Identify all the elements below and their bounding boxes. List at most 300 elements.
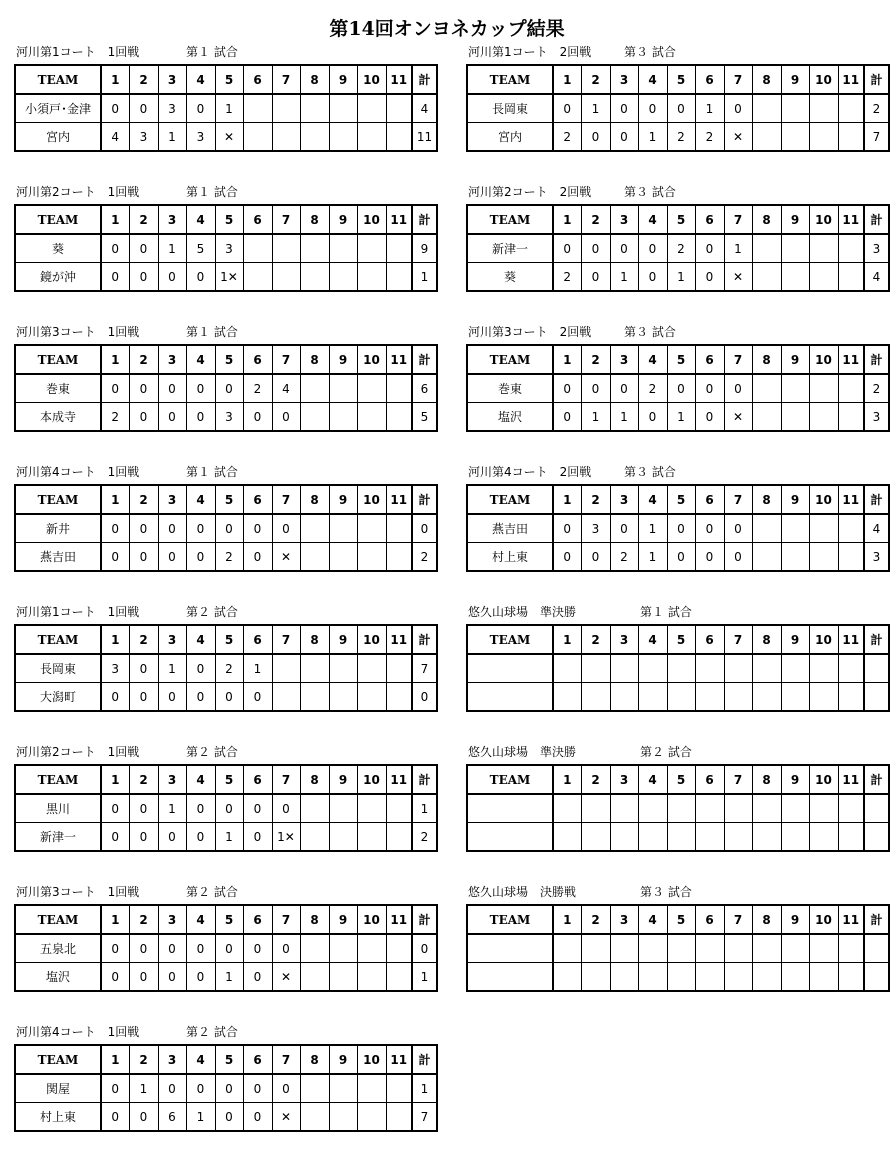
inning-score-cell bbox=[724, 963, 752, 992]
inning-score-cell: 0 bbox=[667, 94, 695, 123]
game-header bbox=[466, 323, 890, 341]
score-table bbox=[14, 624, 438, 712]
inning-header: 9 bbox=[329, 1045, 357, 1074]
inning-score-cell: 3 bbox=[101, 654, 129, 683]
inning-score-cell: 1 bbox=[158, 234, 186, 263]
team-name-cell: 村上東 bbox=[467, 543, 553, 572]
inning-header: 4 bbox=[186, 345, 215, 374]
inning-header: 6 bbox=[695, 485, 724, 514]
inning-score-cell bbox=[667, 823, 695, 852]
team-name-cell: 本成寺 bbox=[15, 403, 101, 432]
inning-header: 5 bbox=[667, 345, 695, 374]
inning-header: 3 bbox=[610, 205, 638, 234]
team-header: TEAM bbox=[15, 205, 101, 234]
inning-score-cell: 0 bbox=[724, 374, 752, 403]
inning-header: 1 bbox=[553, 345, 581, 374]
total-score-cell: 1 bbox=[412, 1074, 437, 1103]
inning-score-cell bbox=[809, 823, 838, 852]
table-row bbox=[15, 794, 437, 823]
team-header: TEAM bbox=[467, 905, 553, 934]
score-table bbox=[14, 904, 438, 992]
inning-score-cell: 0 bbox=[243, 794, 272, 823]
inning-score-cell bbox=[809, 934, 838, 963]
game-block bbox=[14, 463, 438, 572]
inning-score-cell bbox=[695, 654, 724, 683]
inning-header: 6 bbox=[243, 345, 272, 374]
table-row bbox=[467, 514, 889, 543]
table-row bbox=[15, 123, 437, 152]
inning-score-cell: 1 bbox=[215, 94, 243, 123]
inning-score-cell: 0 bbox=[158, 934, 186, 963]
inning-score-cell: 0 bbox=[610, 94, 638, 123]
inning-header: 6 bbox=[243, 765, 272, 794]
table-row bbox=[467, 234, 889, 263]
inning-score-cell bbox=[357, 514, 386, 543]
inning-score-cell bbox=[386, 683, 412, 712]
inning-score-cell bbox=[300, 934, 329, 963]
inning-header: 11 bbox=[838, 65, 864, 94]
total-score-cell: 4 bbox=[864, 514, 889, 543]
team-name-cell: 巻東 bbox=[15, 374, 101, 403]
inning-header: 4 bbox=[638, 345, 667, 374]
inning-score-cell bbox=[638, 654, 667, 683]
court-round-label: 河川第3コート 2回戦 bbox=[468, 325, 592, 339]
inning-score-cell: 2 bbox=[667, 234, 695, 263]
inning-score-cell bbox=[781, 963, 809, 992]
inning-score-cell: 1 bbox=[158, 794, 186, 823]
inning-score-cell: 0 bbox=[610, 514, 638, 543]
inning-header: 10 bbox=[357, 625, 386, 654]
game-number-label: 第３ 試合 bbox=[640, 885, 692, 899]
inning-header: 8 bbox=[752, 905, 781, 934]
inning-score-cell bbox=[781, 234, 809, 263]
inning-score-cell: 1 bbox=[695, 94, 724, 123]
inning-header: 1 bbox=[553, 485, 581, 514]
table-row bbox=[467, 94, 889, 123]
inning-header: 9 bbox=[329, 345, 357, 374]
game-number-label: 第３ 試合 bbox=[624, 45, 676, 59]
total-score-cell: 3 bbox=[864, 543, 889, 572]
game-number-label: 第２ 試合 bbox=[186, 745, 238, 759]
inning-score-cell: 0 bbox=[101, 934, 129, 963]
inning-score-cell: 0 bbox=[272, 794, 300, 823]
court-round-label: 河川第1コート 1回戦 bbox=[16, 605, 140, 619]
inning-score-cell: 0 bbox=[610, 234, 638, 263]
total-header: 計 bbox=[412, 65, 437, 94]
inning-score-cell: 0 bbox=[581, 263, 610, 292]
inning-score-cell bbox=[243, 234, 272, 263]
inning-score-cell bbox=[357, 1074, 386, 1103]
inning-score-cell bbox=[809, 794, 838, 823]
game-number-label: 第１ 試合 bbox=[186, 185, 238, 199]
team-header: TEAM bbox=[15, 345, 101, 374]
total-score-cell: 4 bbox=[864, 263, 889, 292]
inning-score-cell: 2 bbox=[215, 543, 243, 572]
inning-header: 9 bbox=[329, 905, 357, 934]
inning-score-cell bbox=[300, 263, 329, 292]
score-table bbox=[466, 204, 890, 292]
inning-header: 1 bbox=[101, 625, 129, 654]
inning-score-cell bbox=[724, 683, 752, 712]
inning-score-cell: 4 bbox=[272, 374, 300, 403]
table-row bbox=[15, 374, 437, 403]
inning-score-cell: 0 bbox=[553, 234, 581, 263]
inning-score-cell: 0 bbox=[215, 934, 243, 963]
inning-header: 2 bbox=[581, 205, 610, 234]
inning-header: 2 bbox=[129, 485, 158, 514]
total-score-cell: 0 bbox=[412, 934, 437, 963]
inning-header: 7 bbox=[272, 625, 300, 654]
inning-score-cell bbox=[781, 543, 809, 572]
inning-score-cell: 0 bbox=[186, 374, 215, 403]
inning-score-cell bbox=[300, 514, 329, 543]
inning-score-cell: ✕ bbox=[272, 1103, 300, 1132]
inning-header: 8 bbox=[300, 765, 329, 794]
inning-score-cell bbox=[357, 234, 386, 263]
inning-header: 4 bbox=[186, 905, 215, 934]
inning-header: 8 bbox=[300, 1045, 329, 1074]
inning-score-cell bbox=[809, 263, 838, 292]
inning-score-cell: 2 bbox=[101, 403, 129, 432]
inning-score-cell bbox=[610, 794, 638, 823]
table-row bbox=[467, 823, 889, 852]
inning-score-cell: 0 bbox=[581, 543, 610, 572]
court-round-label: 河川第1コート 2回戦 bbox=[468, 45, 592, 59]
team-name-cell: 燕吉田 bbox=[467, 514, 553, 543]
inning-score-cell bbox=[838, 123, 864, 152]
score-table bbox=[14, 204, 438, 292]
inning-score-cell bbox=[695, 683, 724, 712]
inning-score-cell: 0 bbox=[186, 654, 215, 683]
inning-score-cell bbox=[809, 403, 838, 432]
inning-header: 7 bbox=[724, 905, 752, 934]
inning-header: 10 bbox=[357, 765, 386, 794]
inning-score-cell bbox=[243, 123, 272, 152]
inning-score-cell: 0 bbox=[553, 514, 581, 543]
inning-score-cell bbox=[357, 403, 386, 432]
inning-score-cell bbox=[553, 963, 581, 992]
inning-score-cell: 0 bbox=[158, 403, 186, 432]
inning-score-cell bbox=[781, 263, 809, 292]
inning-header: 4 bbox=[186, 65, 215, 94]
inning-score-cell: 0 bbox=[129, 934, 158, 963]
inning-header: 9 bbox=[329, 65, 357, 94]
inning-score-cell: 0 bbox=[581, 374, 610, 403]
inning-header: 11 bbox=[838, 485, 864, 514]
inning-header: 9 bbox=[781, 765, 809, 794]
game-number-label: 第１ 試合 bbox=[186, 465, 238, 479]
inning-score-cell: 0 bbox=[581, 123, 610, 152]
inning-score-cell bbox=[581, 934, 610, 963]
team-name-cell: 村上東 bbox=[15, 1103, 101, 1132]
inning-score-cell bbox=[809, 654, 838, 683]
inning-header: 3 bbox=[158, 205, 186, 234]
team-name-cell: 塩沢 bbox=[15, 963, 101, 992]
team-header: TEAM bbox=[15, 765, 101, 794]
inning-score-cell: 0 bbox=[215, 683, 243, 712]
inning-score-cell: 1 bbox=[638, 514, 667, 543]
court-round-label: 悠久山球場 準決勝 bbox=[468, 745, 577, 759]
game-number-label: 第１ 試合 bbox=[186, 325, 238, 339]
inning-score-cell bbox=[838, 543, 864, 572]
inning-score-cell: 0 bbox=[724, 543, 752, 572]
inning-header: 1 bbox=[553, 765, 581, 794]
total-score-cell: 2 bbox=[864, 374, 889, 403]
inning-header: 7 bbox=[272, 905, 300, 934]
inning-score-cell: 0 bbox=[129, 1103, 158, 1132]
table-row bbox=[15, 1074, 437, 1103]
team-name-cell: 長岡東 bbox=[15, 654, 101, 683]
inning-score-cell bbox=[357, 263, 386, 292]
table-row bbox=[467, 934, 889, 963]
total-score-cell: 7 bbox=[864, 123, 889, 152]
total-score-cell: 0 bbox=[412, 514, 437, 543]
inning-score-cell: 3 bbox=[581, 514, 610, 543]
inning-score-cell bbox=[300, 794, 329, 823]
inning-header: 9 bbox=[781, 65, 809, 94]
inning-header: 4 bbox=[186, 1045, 215, 1074]
inning-score-cell: 0 bbox=[101, 514, 129, 543]
inning-score-cell: 0 bbox=[243, 1074, 272, 1103]
game-header bbox=[14, 883, 438, 901]
inning-score-cell: 1 bbox=[638, 543, 667, 572]
inning-score-cell bbox=[329, 794, 357, 823]
game-header bbox=[466, 743, 890, 761]
team-name-cell: 宮内 bbox=[467, 123, 553, 152]
inning-header: 2 bbox=[581, 905, 610, 934]
inning-score-cell bbox=[695, 963, 724, 992]
table-row bbox=[467, 654, 889, 683]
table-row bbox=[15, 654, 437, 683]
inning-header: 6 bbox=[695, 65, 724, 94]
inning-score-cell: 2 bbox=[667, 123, 695, 152]
inning-header: 6 bbox=[243, 1045, 272, 1074]
team-header: TEAM bbox=[15, 485, 101, 514]
inning-header: 9 bbox=[781, 625, 809, 654]
inning-header: 4 bbox=[186, 765, 215, 794]
inning-score-cell bbox=[553, 794, 581, 823]
inning-header: 10 bbox=[809, 345, 838, 374]
total-score-cell bbox=[864, 963, 889, 992]
game-number-label: 第２ 試合 bbox=[186, 1025, 238, 1039]
inning-score-cell bbox=[581, 654, 610, 683]
inning-score-cell: 0 bbox=[129, 374, 158, 403]
inning-score-cell: 0 bbox=[101, 794, 129, 823]
inning-score-cell bbox=[272, 263, 300, 292]
inning-header: 11 bbox=[838, 765, 864, 794]
total-score-cell: 2 bbox=[412, 543, 437, 572]
inning-header: 6 bbox=[243, 905, 272, 934]
inning-header: 8 bbox=[300, 205, 329, 234]
inning-score-cell bbox=[300, 823, 329, 852]
table-row bbox=[15, 234, 437, 263]
inning-header: 10 bbox=[357, 905, 386, 934]
inning-header: 7 bbox=[724, 485, 752, 514]
inning-score-cell: 0 bbox=[667, 514, 695, 543]
inning-header: 11 bbox=[386, 485, 412, 514]
inning-score-cell bbox=[581, 794, 610, 823]
inning-score-cell: 0 bbox=[101, 234, 129, 263]
inning-score-cell bbox=[300, 543, 329, 572]
inning-score-cell: 0 bbox=[186, 683, 215, 712]
inning-score-cell: 0 bbox=[243, 1103, 272, 1132]
inning-score-cell: 0 bbox=[101, 683, 129, 712]
inning-header: 8 bbox=[752, 485, 781, 514]
inning-score-cell: 1 bbox=[158, 654, 186, 683]
inning-score-cell: 0 bbox=[101, 1074, 129, 1103]
inning-score-cell bbox=[329, 543, 357, 572]
score-table bbox=[14, 1044, 438, 1132]
inning-score-cell: 0 bbox=[158, 374, 186, 403]
inning-header: 5 bbox=[667, 905, 695, 934]
inning-score-cell: 0 bbox=[101, 963, 129, 992]
inning-score-cell: 0 bbox=[101, 1103, 129, 1132]
total-score-cell: 3 bbox=[864, 234, 889, 263]
score-table bbox=[466, 64, 890, 152]
inning-header: 9 bbox=[781, 485, 809, 514]
inning-header: 6 bbox=[695, 345, 724, 374]
inning-score-cell bbox=[329, 234, 357, 263]
game-number-label: 第２ 試合 bbox=[640, 745, 692, 759]
inning-score-cell bbox=[357, 934, 386, 963]
inning-header: 2 bbox=[129, 345, 158, 374]
total-score-cell bbox=[864, 823, 889, 852]
inning-score-cell: 0 bbox=[553, 94, 581, 123]
inning-header: 10 bbox=[809, 625, 838, 654]
inning-header: 3 bbox=[158, 345, 186, 374]
team-name-cell: 巻東 bbox=[467, 374, 553, 403]
inning-score-cell: 1 bbox=[667, 403, 695, 432]
inning-score-cell: 0 bbox=[667, 374, 695, 403]
inning-score-cell bbox=[329, 374, 357, 403]
inning-header: 8 bbox=[300, 345, 329, 374]
inning-header: 6 bbox=[243, 625, 272, 654]
inning-score-cell: ✕ bbox=[272, 963, 300, 992]
inning-header: 8 bbox=[752, 625, 781, 654]
inning-header: 5 bbox=[667, 65, 695, 94]
inning-score-cell bbox=[553, 654, 581, 683]
table-row bbox=[15, 543, 437, 572]
inning-header: 6 bbox=[695, 905, 724, 934]
inning-score-cell bbox=[752, 963, 781, 992]
inning-header: 7 bbox=[272, 765, 300, 794]
inning-header: 11 bbox=[838, 345, 864, 374]
inning-score-cell bbox=[581, 963, 610, 992]
inning-score-cell bbox=[781, 94, 809, 123]
inning-header: 11 bbox=[386, 625, 412, 654]
inning-score-cell: 0 bbox=[186, 543, 215, 572]
inning-score-cell bbox=[838, 403, 864, 432]
total-score-cell bbox=[864, 794, 889, 823]
game-block bbox=[14, 743, 438, 852]
inning-header: 9 bbox=[329, 485, 357, 514]
inning-score-cell: 0 bbox=[581, 234, 610, 263]
inning-header: 7 bbox=[272, 65, 300, 94]
inning-score-cell: 1 bbox=[610, 403, 638, 432]
game-header bbox=[466, 43, 890, 61]
inning-score-cell: 0 bbox=[129, 794, 158, 823]
court-round-label: 河川第2コート 1回戦 bbox=[16, 185, 140, 199]
inning-score-cell bbox=[329, 683, 357, 712]
inning-score-cell: 3 bbox=[186, 123, 215, 152]
team-name-cell: 長岡東 bbox=[467, 94, 553, 123]
inning-score-cell bbox=[300, 234, 329, 263]
team-name-cell bbox=[467, 963, 553, 992]
team-name-cell: 新津一 bbox=[467, 234, 553, 263]
game-block bbox=[466, 883, 890, 992]
total-score-cell: 1 bbox=[412, 963, 437, 992]
score-table bbox=[14, 764, 438, 852]
inning-score-cell bbox=[272, 94, 300, 123]
inning-header: 8 bbox=[300, 65, 329, 94]
inning-score-cell: 0 bbox=[101, 263, 129, 292]
total-score-cell: 1 bbox=[412, 794, 437, 823]
inning-score-cell: 0 bbox=[695, 263, 724, 292]
team-name-cell: 新津一 bbox=[15, 823, 101, 852]
inning-header: 6 bbox=[695, 765, 724, 794]
inning-score-cell bbox=[752, 794, 781, 823]
game-header bbox=[466, 183, 890, 201]
inning-score-cell: 0 bbox=[243, 543, 272, 572]
inning-header: 5 bbox=[667, 625, 695, 654]
inning-score-cell bbox=[838, 374, 864, 403]
inning-score-cell: 0 bbox=[215, 374, 243, 403]
table-row bbox=[15, 1103, 437, 1132]
inning-header: 5 bbox=[215, 205, 243, 234]
total-score-cell: 7 bbox=[412, 654, 437, 683]
game-block bbox=[14, 603, 438, 712]
inning-score-cell bbox=[838, 823, 864, 852]
court-round-label: 悠久山球場 決勝戦 bbox=[468, 885, 577, 899]
total-header: 計 bbox=[412, 485, 437, 514]
inning-score-cell bbox=[724, 794, 752, 823]
table-row bbox=[467, 403, 889, 432]
inning-score-cell bbox=[781, 654, 809, 683]
inning-score-cell bbox=[610, 963, 638, 992]
table-row bbox=[15, 683, 437, 712]
inning-header: 3 bbox=[158, 1045, 186, 1074]
inning-score-cell bbox=[329, 94, 357, 123]
inning-header: 10 bbox=[809, 905, 838, 934]
inning-header: 2 bbox=[581, 765, 610, 794]
inning-header: 4 bbox=[638, 205, 667, 234]
inning-score-cell bbox=[300, 654, 329, 683]
inning-score-cell bbox=[357, 543, 386, 572]
score-table bbox=[466, 624, 890, 712]
inning-score-cell: 0 bbox=[186, 514, 215, 543]
inning-score-cell bbox=[386, 1074, 412, 1103]
team-header: TEAM bbox=[15, 625, 101, 654]
total-score-cell: 11 bbox=[412, 123, 437, 152]
inning-score-cell bbox=[386, 123, 412, 152]
inning-score-cell bbox=[667, 683, 695, 712]
inning-score-cell: 2 bbox=[243, 374, 272, 403]
inning-header: 11 bbox=[386, 65, 412, 94]
inning-score-cell bbox=[386, 374, 412, 403]
inning-header: 1 bbox=[101, 905, 129, 934]
inning-score-cell bbox=[357, 683, 386, 712]
score-table bbox=[466, 764, 890, 852]
inning-header: 1 bbox=[101, 205, 129, 234]
score-table bbox=[14, 64, 438, 152]
team-header: TEAM bbox=[15, 1045, 101, 1074]
inning-header: 4 bbox=[186, 485, 215, 514]
total-score-cell: 9 bbox=[412, 234, 437, 263]
total-score-cell bbox=[864, 683, 889, 712]
inning-score-cell: ✕ bbox=[724, 123, 752, 152]
inning-header: 11 bbox=[838, 625, 864, 654]
inning-score-cell bbox=[809, 543, 838, 572]
